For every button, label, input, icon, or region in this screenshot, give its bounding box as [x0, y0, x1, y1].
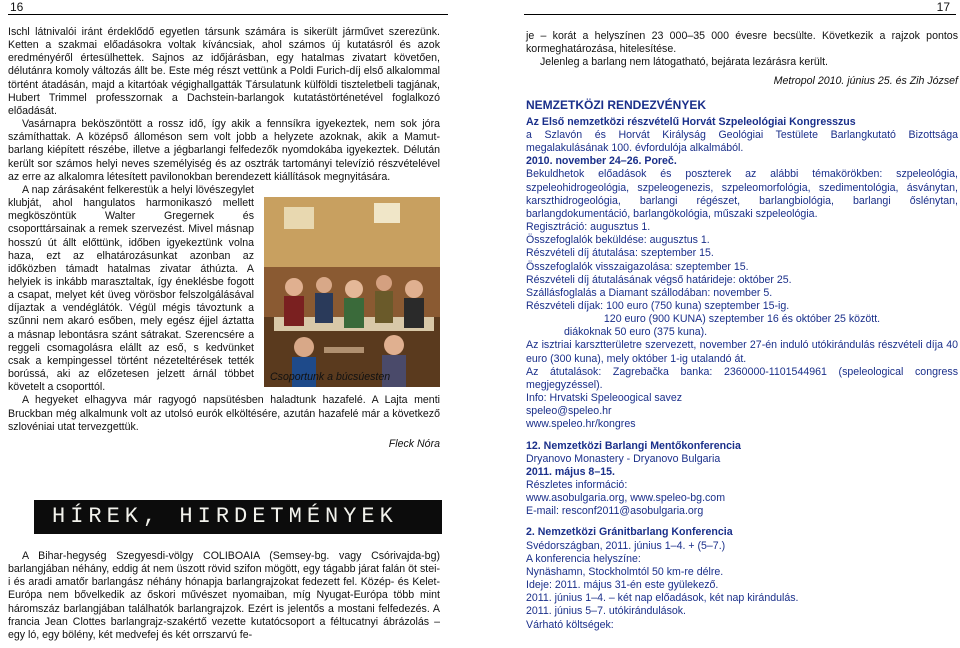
event-line: a Szlavón és Horvát Királyság Geológiai Testülete Barlangkutató Bizottsága megalakulásának 100. évfordulója alkalmából.	[526, 128, 958, 155]
event-link: www.asobulgaria.org, www.speleo-bg.com	[526, 492, 726, 505]
event-link: www.speleo.hr/kongres	[526, 418, 636, 431]
group-photo	[264, 197, 440, 387]
event-detail: Részvételi díj átutalásának végső határideje: október 25.	[526, 273, 792, 286]
event-date: 2011. május 8–15.	[526, 465, 615, 478]
event-detail: Részletes információ:	[526, 479, 628, 491]
event-detail: 2011. június 1–4. – két nap előadások, két nap kirándulás.	[526, 592, 799, 605]
signature: Fleck Nóra	[388, 437, 440, 450]
event-detail: 2011. június 5–7. utókirándulások.	[526, 605, 686, 618]
event-title: Az Első nemzetközi részvételű Horvát Szpeleológiai Kongresszus	[526, 115, 856, 128]
event-detail: diákoknak 50 euro (375 kuna).	[564, 326, 708, 339]
section-title: NEMZETKÖZI RENDEZVÉNYEK	[526, 97, 707, 112]
paragraph: Vasárnapra beköszöntött a rossz idő, így akik a fennsíkra igyekeztek, nem sok jóra számíthattak. A középső álloméson sem volt jobb a helyzete azoknak, akik a Mamut-barlang kiépített részébe, illetve a jégbarlangi felfedezők nyomdokába igyekeztek. Délután került sor számos helyi neves személyiség és az osztrák tartományi televízió részvételével az erre az alkalomra létesített pavilonokban berendezett kiállítások megnyitására.	[8, 118, 440, 183]
page-number-left: 16	[10, 0, 24, 14]
event-date: 2010. november 24–26. Poreč.	[526, 155, 677, 168]
paragraph: A Bihar-hegység Szegyesdi-völgy COLIBOAIA (Semsey-bg. vagy Csórivajda-bg) barlangjában néhány, eddig át nem üszott rövid szifon mögött, egy tágabb járat falán öt stei-i és aradi amatőr barlangász néhány hónapja barlangrajzokat fedezett fel. Közép- és Kelet-Európa nem bővelkedik az őskori művészet nyomaiban, míg Nyugat-Európa több mint háromszáz barlangjában találhatók barlangrajzok. Ezért is jelentős a mostani felfedezés. A francia Jean Clottes barlangrajz-szakértő vezette kutatócsoport a féltucatnyi ábrázolás – egy ló, egy bölény, két medvefej és két orrszarvú fe-	[8, 550, 440, 641]
event-detail: 120 euro (900 KUNA) szeptember 16 és október 25 között.	[603, 313, 881, 326]
event-detail: Az átutalások: Zagrebačka banka: 2360000-1101544961 (speleological congress megjegyzéssel).	[526, 365, 958, 391]
event-detail: Várható költségek:	[526, 618, 614, 631]
event-detail: Összefoglalók beküldése: augusztus 1.	[526, 234, 710, 247]
event-detail: Szállásfoglalás a Diamant szállodában: november 5.	[526, 286, 773, 299]
event-detail: Nynäshamn, Stockholmtól 50 km-re délre.	[526, 565, 724, 578]
page-number-right: 17	[936, 0, 950, 14]
event-detail: A konferencia helyszíne:	[526, 552, 641, 565]
event-detail: Info: Hrvatski Speleoogical savez	[526, 392, 683, 405]
right-column	[526, 30, 958, 632]
header-rule-right	[524, 14, 956, 15]
event-detail: Az isztriai karsztterületre szervezett, november 27-én induló utókirándulás részvételi díja 40 euro (300 kuna), mely október 1-ig utalandó át.	[526, 339, 958, 365]
event-title: 2. Nemzetközi Gránitbarlang Konferencia	[526, 526, 733, 539]
paragraph: A nap zárásaként felkerestük a helyi lövészegylet klubját, ahol hangulatos harmonikaszó mellett megköszöntük Walter Gregernek és csoporttársainak a remek szervezést. Mivel másnap hosszú út állt előttünk, időben igyekeztünk volna haza, ezt az elhatározásunkat azonban az időközben támadt hatalmas zivatar áthúzta. A helyiek is inkább marasztaltak, így éneklésbe fogott a csapat, melyet két üveg vörösbor felszolgálásával díjaztak a vendéglátók. Végül mégis távoztunk a szűnni nem akaró esőben, mely egész éjjel áztatta a másnap lebontásra szánt sátrakat. Szerencsére a reggeli csomagolásra elállt az eső, s kedvünket csak a kempingessel történt nézeteltérések tették borússá, aki az előzetesen jelzett árnál többet követelt a csoporttól.	[8, 183, 254, 394]
event-line: Dryanovo Monastery - Dryanovo Bulgaria	[526, 452, 721, 465]
event-detail: Összefoglalók visszaigazolása: szeptember 15.	[526, 260, 749, 273]
event-detail: Regisztráció: augusztus 1.	[526, 221, 651, 234]
header-rule-left	[8, 14, 448, 15]
event-detail: Részvételi díj átutalása: szeptember 15.	[526, 247, 714, 260]
event-detail: Részvételi díjak: 100 euro (750 kuna) szeptember 15-ig.	[526, 299, 790, 312]
news-banner	[34, 500, 442, 534]
paragraph: je – korát a helyszínen 23 000–35 000 évesre becsülte. Következik a rajzok pontos kormeghatározása, hitelesítése.	[526, 30, 958, 56]
event-title: 12. Nemzetközi Barlangi Mentőkonferencia	[526, 439, 741, 452]
paragraph: A hegyeket elhagyva már ragyogó napsütésben haladtunk hazafelé. A Lajta menti Bruckban még alkalmunk volt az utolsó eurók elköltésére, azután hazafelé már a következő szlovéniai utat tervezgettük.	[8, 394, 440, 433]
event-topics: Bekuldhetok előadások és poszterek az alábbi témakörökben: szpeleológia, szpeleohidrogeológia, szpeleogenezis, szpeleomorfológia, szedimentológia, ásványtan, karszthidrogeológia, barlangi régészet, barlangbiológia, barlangi őslénytan, barlangdokumentáció, barlangökológia, műszaki szpeleológia.	[526, 168, 958, 220]
event-email: speleo@speleo.hr	[526, 405, 612, 418]
left-column-bottom	[8, 550, 440, 642]
event-detail: Svédországban, 2011. június 1–4. + (5–7.)	[526, 539, 726, 552]
paragraph: Jelenleg a barlang nem látogatható, bejárata lezárásra került.	[540, 56, 828, 69]
banner-title: HÍREK, HIRDETMÉNYEK	[52, 504, 398, 529]
photo-caption: Csoportunk a búcsúesten	[270, 371, 391, 383]
event-detail: Ideje: 2011. május 31-én este gyülekező.	[526, 579, 719, 592]
paragraph: Ischl látnivalói iránt érdeklődő egyetlen társunk számára is sikerült járművet szerezünk. Ketten a szakmai előadásokra voltak kíváncsiak, ahol számos új kutatásról és azok eredményéről értesülhettek. Sajnos az időjárásban, egy hatalmas zivatart követően, délutánra komoly változás állt be. Este még részt vettünk a Poldi Furich-díj első alkalommal történt átadásán, majd a kitartóak végighallgatták Társulatunk külföldi tiszteletbeli tagjának, Hubert Trimmel professzornak a Dachstein-barlangok kutatástörténetével foglalkozó előadását.	[8, 26, 440, 117]
event-email: E-mail: resconf2011@asobulgaria.org	[526, 505, 704, 518]
source-note: Metropol 2010. június 25. és Zih József	[773, 75, 958, 88]
